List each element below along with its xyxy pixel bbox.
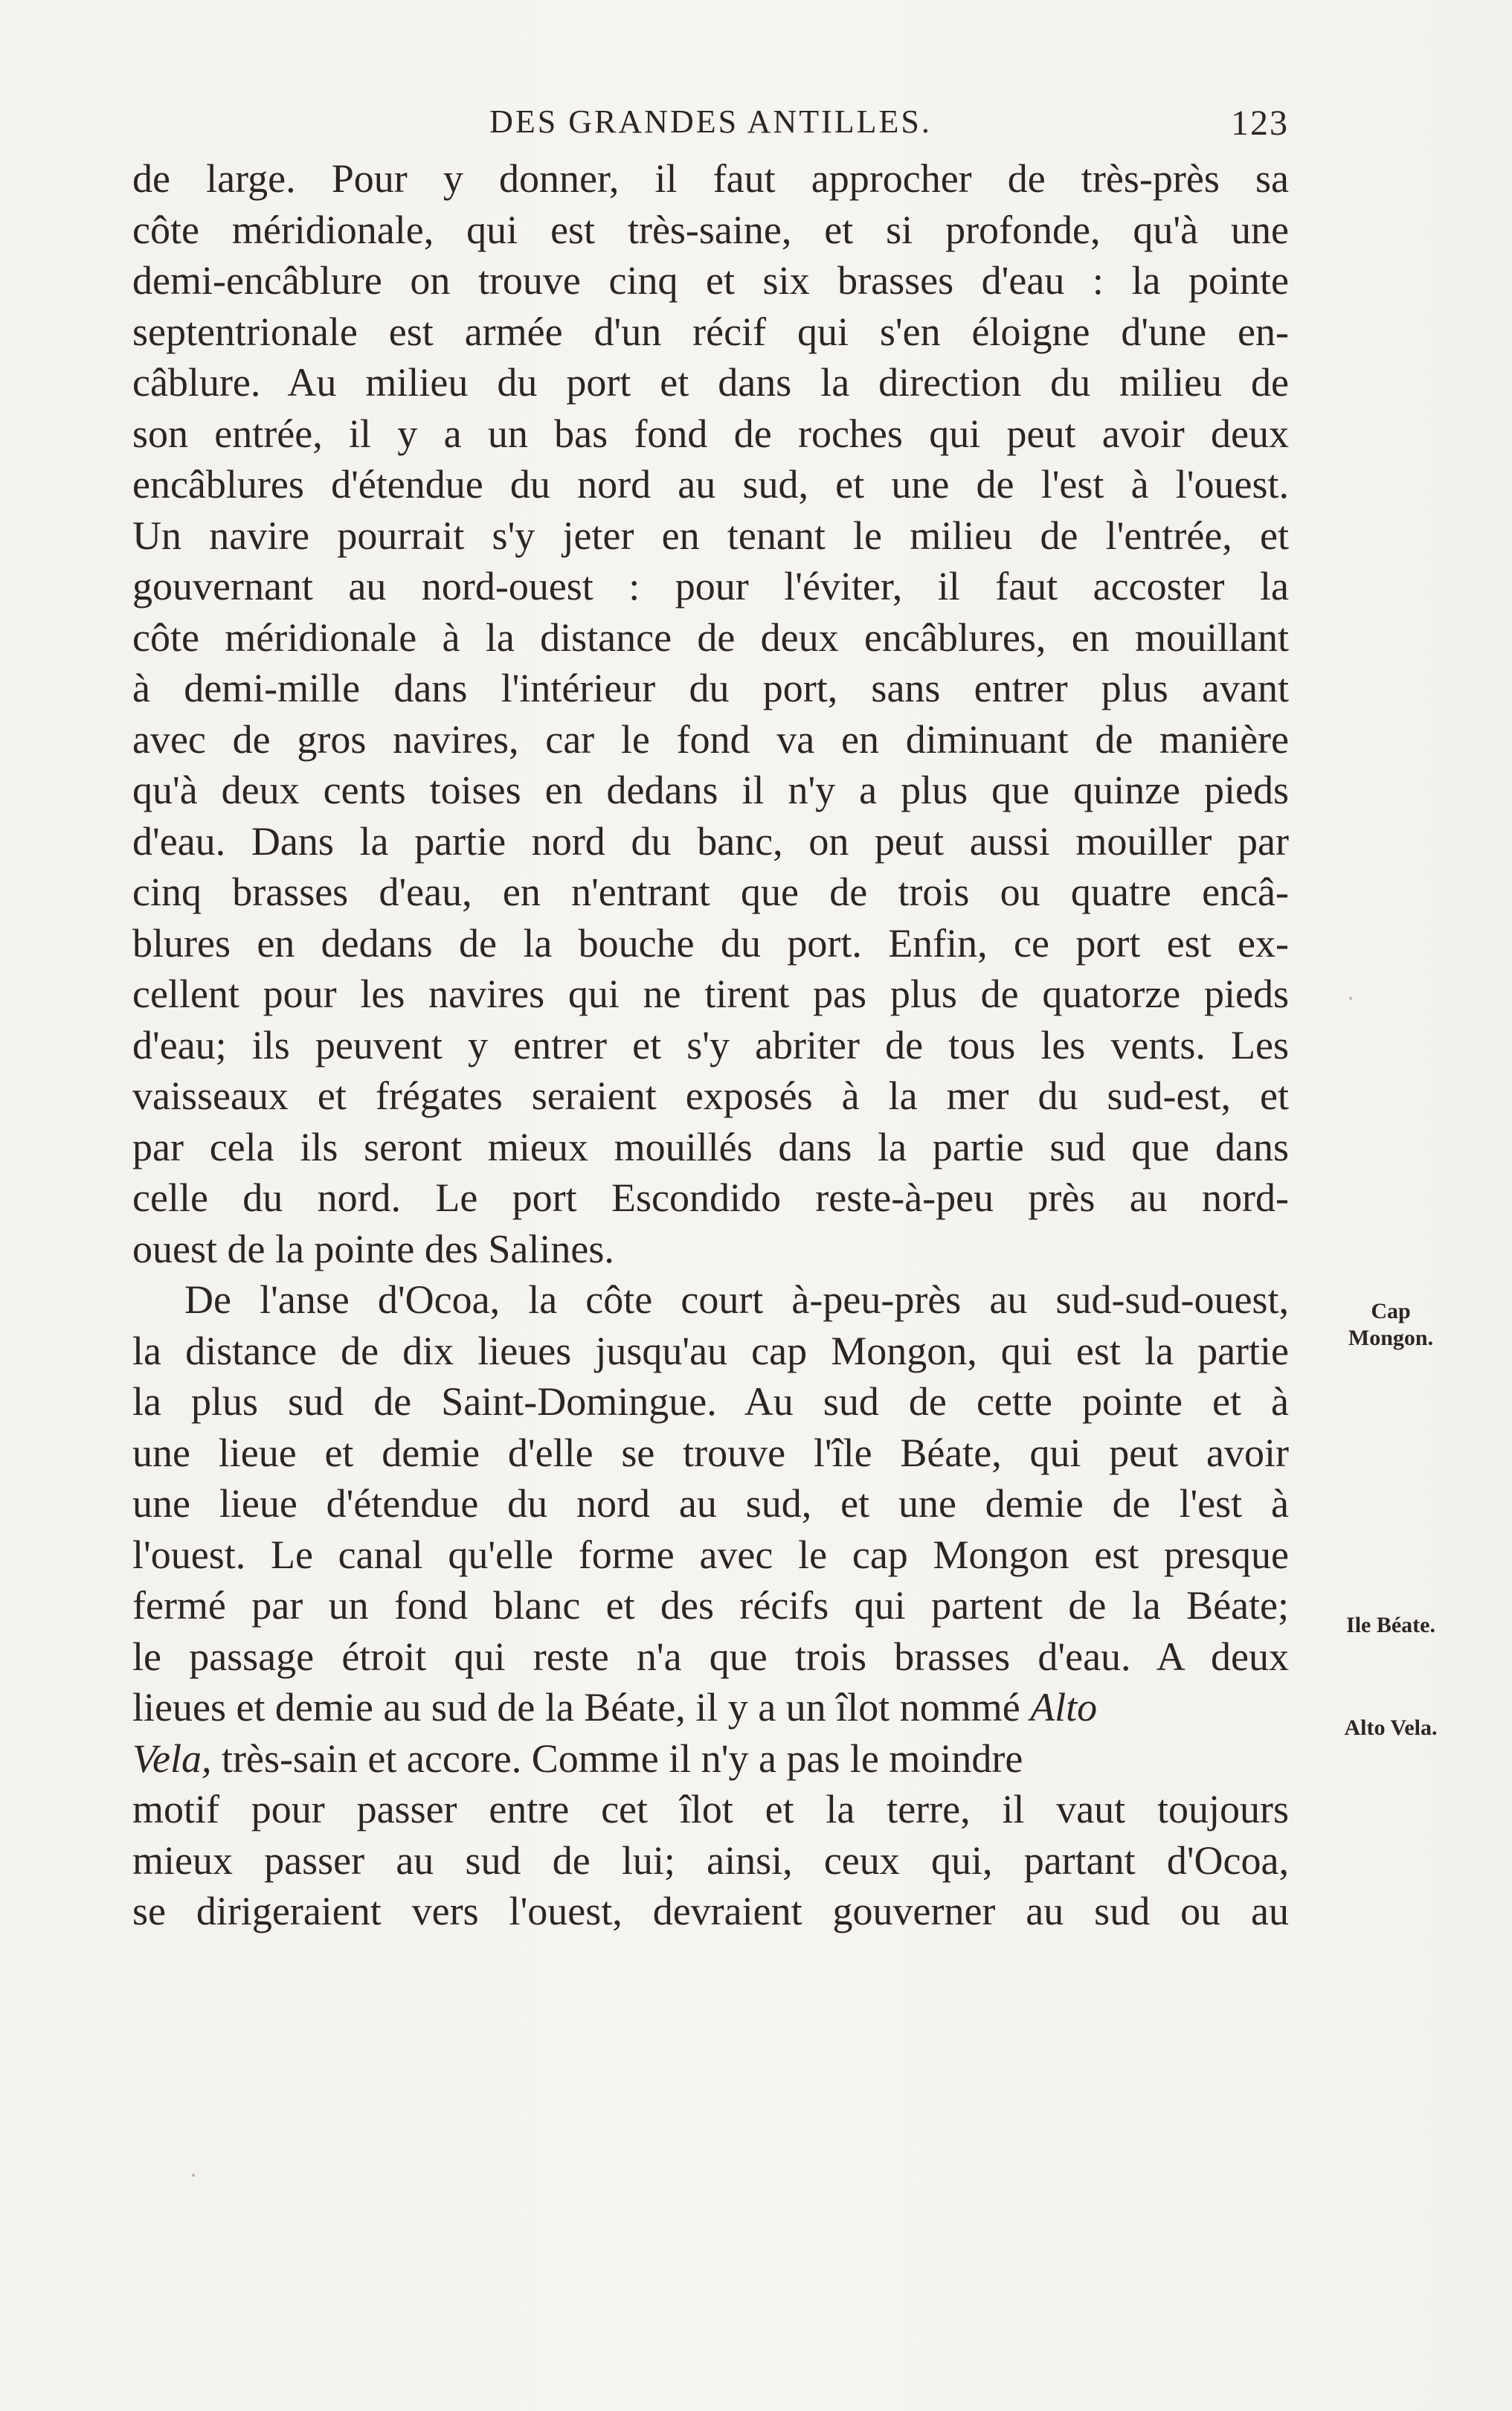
margin-note-alto-vela: Alto Vela. (1344, 1715, 1438, 1740)
text-line: la plus sud de Saint-Domingue. Au sud de cette pointe et à (132, 1379, 1289, 1424)
text-line: côte méridionale, qui est très-saine, et si profonde, qu'à une (132, 207, 1289, 252)
body-text (132, 153, 1289, 1937)
text-line: mieux passer au sud de lui; ainsi, ceux qui, partant d'Ocoa, (132, 1837, 1289, 1883)
text-line: Un navire pourrait s'y jeter en tenant le milieu de l'entrée, et (132, 513, 1289, 558)
text-line: demi-encâblure on trouve cinq et six brasses d'eau : la pointe (132, 258, 1289, 303)
text-line: une lieue d'étendue du nord au sud, et une demie de l'est à (132, 1481, 1289, 1526)
text-line: de large. Pour y donner, il faut approcher de très-près sa (132, 156, 1289, 201)
text-line: côte méridionale à la distance de deux encâblures, en mouillant (132, 614, 1289, 660)
text-line: ouest de la pointe des Salines. (132, 1226, 614, 1271)
text-line: motif pour passer entre cet îlot et la terre, il vaut toujours (132, 1787, 1289, 1831)
text-line: l'ouest. Le canal qu'elle forme avec le cap Mongon est presque (132, 1532, 1289, 1577)
text-line: se dirigeraient vers l'ouest, devraient gouverner au sud ou au (132, 1889, 1289, 1933)
text-line: par cela ils seront mieux mouillés dans la partie sud que dans (132, 1124, 1289, 1169)
text-line: avec de gros navires, car le fond va en diminuant de manière (132, 716, 1289, 762)
text-line: blures en dedans de la bouche du port. Enfin, ce port est ex- (132, 920, 1289, 966)
text-line: une lieue et demie d'elle se trouve l'île Béate, qui peut avoir (132, 1430, 1289, 1475)
text-line: à demi-mille dans l'intérieur du port, sans entrer plus avant (132, 666, 1289, 710)
text-line: d'eau; ils peuvent y entrer et s'y abriter de tous les vents. Les (132, 1022, 1289, 1068)
text-line: septentrionale est armée d'un récif qui s'en éloigne d'une en- (132, 309, 1289, 354)
paper-speck (192, 2174, 195, 2177)
text-line: encâblures d'étendue du nord au sud, et une de l'est à l'ouest. (132, 462, 1289, 507)
page-number: 123 (1231, 103, 1289, 143)
text-line: le passage étroit qui reste n'a que trois brasses d'eau. A deux (132, 1634, 1289, 1679)
text-line: fermé par un fond blanc et des récifs qui partent de la Béate; (132, 1583, 1289, 1628)
margin-note-ile-beate: Ile Béate. (1346, 1613, 1435, 1637)
text-line (132, 1733, 1289, 1785)
text-line (132, 1682, 1289, 1733)
text-line: cellent pour les navires qui ne tirent pas plus de quatorze pieds (132, 972, 1289, 1016)
text-line: gouvernant au nord-ouest : pour l'éviter, il faut accoster la (132, 564, 1289, 609)
text-line: vaisseaux et frégates seraient exposés à la mer du sud-est, et (132, 1073, 1289, 1118)
margin-note-mongon: Mongon. (1348, 1326, 1434, 1350)
text-line: qu'à deux cents toises en dedans il n'y a plus que quinze pieds (132, 768, 1289, 812)
text-line: celle du nord. Le port Escondido reste-à-peu près au nord- (132, 1175, 1289, 1220)
text-line: la distance de dix lieues jusqu'au cap Mongon, qui est la partie (132, 1328, 1289, 1373)
running-head: DES GRANDES ANTILLES. (489, 103, 932, 140)
text-fragment: très-sain et accore. Comme il n'y a pas le moindre (221, 1736, 1023, 1781)
text-line: d'eau. Dans la partie nord du banc, on peut aussi mouiller par (132, 818, 1289, 864)
italic-place-name: Alto (1030, 1685, 1098, 1730)
text-line: son entrée, il y a un bas fond de roches qui peut avoir deux (132, 411, 1289, 456)
text-line: câblure. Au milieu du port et dans la direction du milieu de (132, 360, 1289, 405)
margin-note-cap: Cap (1371, 1299, 1411, 1323)
paper-speck (1349, 997, 1352, 1000)
text-fragment: lieues et demie au sud de la Béate, il y a un îlot nommé (132, 1685, 1020, 1730)
text-line: cinq brasses d'eau, en n'entrant que de trois ou quatre encâ- (132, 870, 1289, 914)
italic-place-name: Vela, (132, 1736, 212, 1781)
text-line: De l'anse d'Ocoa, la côte court à-peu-près au sud-sud-ouest, (184, 1277, 1289, 1322)
page-header (132, 103, 1289, 147)
